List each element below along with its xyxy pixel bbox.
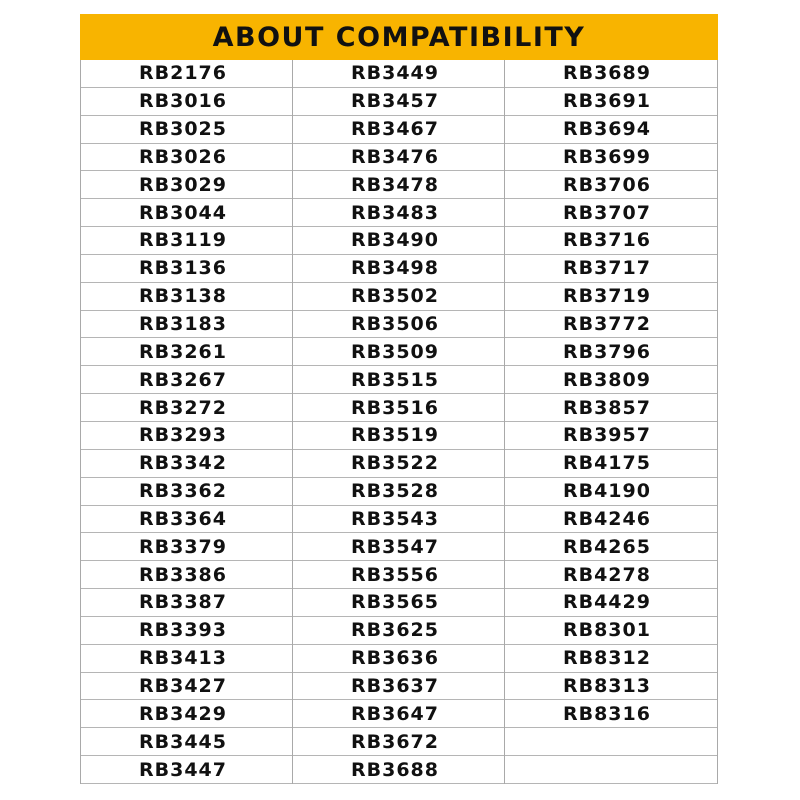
model-number: RB3719 <box>562 285 651 308</box>
page-title: ABOUT COMPATIBILITY <box>212 21 586 53</box>
model-number: RB4190 <box>562 480 651 503</box>
model-number: RB3386 <box>139 563 227 586</box>
model-number: RB3528 <box>350 480 439 503</box>
model-number: RB4278 <box>562 563 651 586</box>
table-cell <box>81 227 292 255</box>
table-cell <box>293 756 504 784</box>
table-cell <box>81 255 292 283</box>
model-number: RB3543 <box>350 507 439 530</box>
model-number: RB3025 <box>139 118 227 141</box>
model-number: RB3379 <box>139 535 227 558</box>
table-cell <box>505 338 717 366</box>
table-cell <box>505 673 717 701</box>
model-number: RB4246 <box>562 507 651 530</box>
table-cell <box>81 756 292 784</box>
model-number: RB3857 <box>562 396 651 419</box>
table-cell <box>81 394 292 422</box>
table-cell <box>81 506 292 534</box>
model-number: RB3706 <box>562 173 651 196</box>
model-number: RB3272 <box>139 396 227 419</box>
table-cell <box>505 311 717 339</box>
table-cell <box>293 506 504 534</box>
model-number: RB3699 <box>562 145 651 168</box>
table-cell <box>81 673 292 701</box>
model-number: RB3688 <box>350 758 439 781</box>
model-number: RB3478 <box>350 173 439 196</box>
model-number: RB8312 <box>562 647 651 670</box>
model-number: RB3809 <box>562 368 651 391</box>
table-column-2 <box>293 60 505 784</box>
model-number: RB3293 <box>139 424 227 447</box>
table-cell <box>505 645 717 673</box>
table-cell <box>81 617 292 645</box>
table-cell <box>293 283 504 311</box>
table-cell <box>293 422 504 450</box>
table-cell <box>505 422 717 450</box>
table-cell <box>293 171 504 199</box>
table-cell <box>81 88 292 116</box>
table-cell <box>293 88 504 116</box>
model-number: RB3427 <box>139 674 227 697</box>
table-cell <box>81 589 292 617</box>
model-number: RB3029 <box>139 173 227 196</box>
model-number: RB4265 <box>562 535 651 558</box>
model-number: RB3522 <box>350 452 439 475</box>
table-cell <box>505 533 717 561</box>
model-number: RB4175 <box>562 452 651 475</box>
table-cell <box>293 533 504 561</box>
table-cell <box>81 450 292 478</box>
table-cell <box>293 450 504 478</box>
model-number: RB3413 <box>139 647 227 670</box>
model-number: RB8316 <box>562 702 651 725</box>
table-cell <box>505 700 717 728</box>
table-cell <box>505 450 717 478</box>
table-cell <box>293 116 504 144</box>
model-number: RB3796 <box>562 340 651 363</box>
model-number: RB3119 <box>139 229 227 252</box>
model-number: RB3498 <box>350 257 439 280</box>
table-column-1 <box>81 60 293 784</box>
table-cell <box>81 561 292 589</box>
table-cell <box>81 116 292 144</box>
table-cell <box>505 589 717 617</box>
table-cell <box>293 561 504 589</box>
table-cell <box>505 478 717 506</box>
table-cell <box>505 283 717 311</box>
table-cell <box>293 728 504 756</box>
model-number: RB3772 <box>562 313 651 336</box>
table-cell <box>81 645 292 673</box>
table-cell <box>293 144 504 172</box>
table-cell <box>505 366 717 394</box>
model-number: RB3625 <box>350 619 439 642</box>
model-number: RB3467 <box>350 118 439 141</box>
table-cell <box>81 283 292 311</box>
model-number: RB3429 <box>139 702 227 725</box>
model-number: RB3362 <box>139 480 227 503</box>
table-cell <box>293 199 504 227</box>
table-cell <box>505 60 717 88</box>
model-number: RB3957 <box>562 424 651 447</box>
model-number: RB3516 <box>350 396 439 419</box>
model-number: RB3447 <box>139 758 227 781</box>
model-number: RB3449 <box>350 62 439 85</box>
model-number: RB3647 <box>350 702 439 725</box>
model-number: RB3364 <box>139 507 227 530</box>
model-number: RB4429 <box>562 591 651 614</box>
model-number: RB3689 <box>562 62 651 85</box>
table-cell <box>81 366 292 394</box>
table-cell <box>293 589 504 617</box>
table-cell <box>81 728 292 756</box>
table-cell <box>81 144 292 172</box>
model-number: RB3261 <box>139 340 227 363</box>
model-number: RB3502 <box>350 285 439 308</box>
model-number: RB3044 <box>139 201 227 224</box>
table-cell <box>293 673 504 701</box>
model-number: RB3691 <box>562 90 651 113</box>
table-cell <box>505 116 717 144</box>
table-cell <box>81 533 292 561</box>
table-cell <box>505 561 717 589</box>
model-number: RB3476 <box>350 145 439 168</box>
model-number: RB3565 <box>350 591 439 614</box>
table-cell <box>293 255 504 283</box>
table-cell <box>293 311 504 339</box>
model-number: RB3267 <box>139 368 227 391</box>
compatibility-table <box>80 60 718 784</box>
table-cell <box>293 60 504 88</box>
model-number: RB3393 <box>139 619 227 642</box>
model-number: RB8301 <box>562 619 651 642</box>
table-cell <box>293 478 504 506</box>
header-banner <box>80 14 718 60</box>
table-cell <box>505 728 717 756</box>
table-cell <box>293 645 504 673</box>
model-number: RB3707 <box>562 201 651 224</box>
model-number: RB3717 <box>562 257 651 280</box>
model-number: RB3138 <box>139 285 227 308</box>
model-number: RB3556 <box>350 563 439 586</box>
table-cell <box>505 394 717 422</box>
table-cell <box>293 700 504 728</box>
model-number: RB3515 <box>350 368 439 391</box>
table-cell <box>505 227 717 255</box>
model-number: RB3457 <box>350 90 439 113</box>
table-cell <box>293 338 504 366</box>
model-number: RB3547 <box>350 535 439 558</box>
model-number: RB3509 <box>350 340 439 363</box>
table-cell <box>505 255 717 283</box>
table-cell <box>293 227 504 255</box>
model-number: RB3016 <box>139 90 227 113</box>
model-number: RB3026 <box>139 145 227 168</box>
table-cell <box>81 478 292 506</box>
table-cell <box>293 394 504 422</box>
table-cell <box>81 700 292 728</box>
table-cell <box>81 171 292 199</box>
model-number: RB3483 <box>350 201 439 224</box>
model-number: RB3506 <box>350 313 439 336</box>
table-cell <box>81 311 292 339</box>
model-number: RB3519 <box>350 424 439 447</box>
table-cell <box>505 199 717 227</box>
model-number: RB8313 <box>562 674 651 697</box>
compatibility-sheet <box>80 14 718 784</box>
table-cell <box>81 422 292 450</box>
table-cell <box>505 144 717 172</box>
table-cell <box>505 617 717 645</box>
model-number: RB3490 <box>350 229 439 252</box>
model-number: RB2176 <box>139 62 227 85</box>
model-number: RB3445 <box>139 730 227 753</box>
model-number: RB3637 <box>350 674 439 697</box>
model-number: RB3694 <box>562 118 651 141</box>
model-number: RB3387 <box>139 591 227 614</box>
table-cell <box>81 199 292 227</box>
table-cell <box>505 171 717 199</box>
table-cell <box>505 506 717 534</box>
model-number: RB3183 <box>139 313 227 336</box>
table-column-3 <box>505 60 717 784</box>
table-cell <box>505 756 717 784</box>
table-cell <box>293 617 504 645</box>
model-number: RB3672 <box>350 730 439 753</box>
table-cell <box>81 338 292 366</box>
table-cell <box>81 60 292 88</box>
model-number: RB3136 <box>139 257 227 280</box>
model-number: RB3636 <box>350 647 439 670</box>
table-cell <box>505 88 717 116</box>
model-number: RB3716 <box>562 229 651 252</box>
table-cell <box>293 366 504 394</box>
model-number: RB3342 <box>139 452 227 475</box>
